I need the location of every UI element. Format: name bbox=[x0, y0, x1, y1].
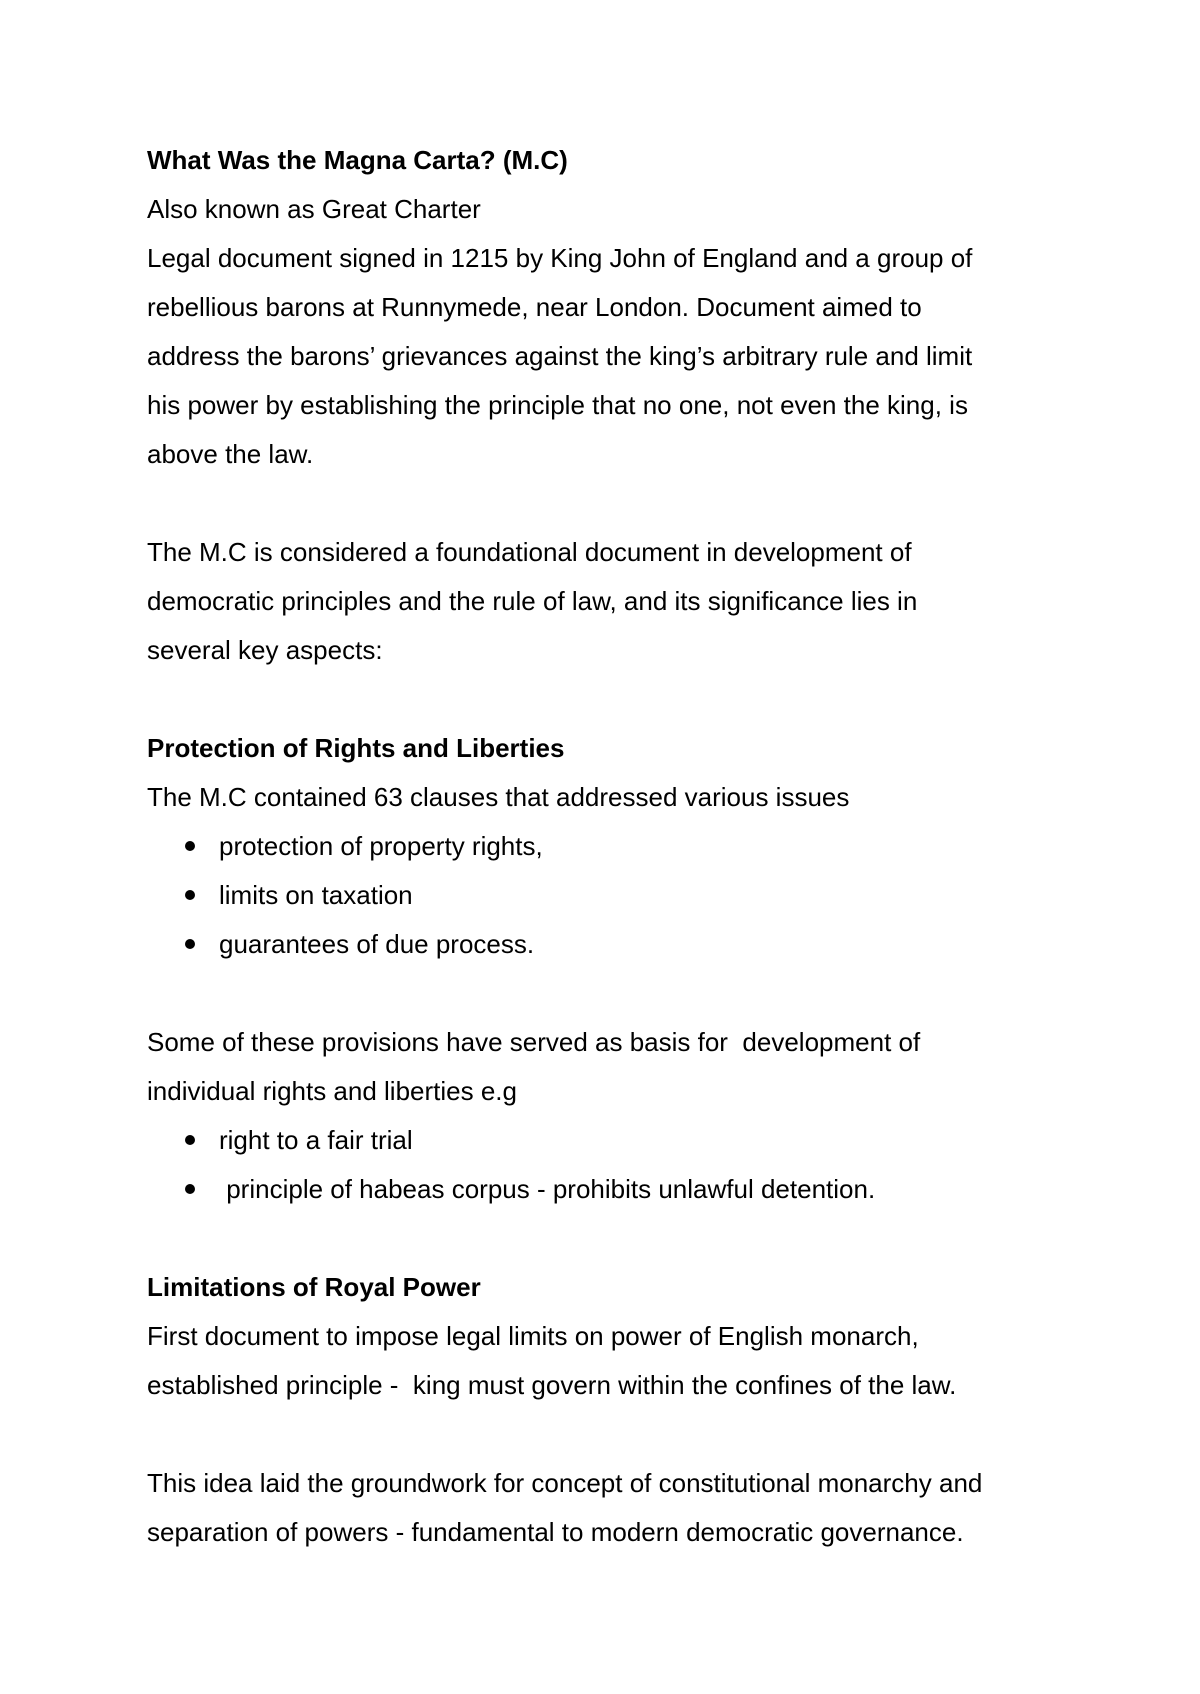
significance-line-3: several key aspects: bbox=[147, 635, 383, 665]
list-item bbox=[147, 1116, 1107, 1165]
spacer bbox=[147, 969, 1107, 1018]
rights-lead: The M.C contained 63 clauses that addressed various issues bbox=[147, 782, 850, 812]
significance-line-2: democratic principles and the rule of law, and its significance lies in bbox=[147, 586, 918, 616]
intro-line-1: Legal document signed in 1215 by King John of England and a group of bbox=[147, 243, 973, 273]
bullet-icon bbox=[185, 890, 195, 900]
spacer bbox=[147, 1410, 1107, 1459]
list-item-text: protection of property rights, bbox=[219, 831, 543, 861]
liberties-bullet-list bbox=[147, 1116, 1107, 1214]
intro-line-4: his power by establishing the principle that no one, not even the king, is bbox=[147, 390, 968, 420]
aka-line: Also known as Great Charter bbox=[147, 194, 481, 224]
rights-bullet-list bbox=[147, 822, 1107, 969]
document-page bbox=[147, 136, 1107, 1557]
significance-line-1: The M.C is considered a foundational document in development of bbox=[147, 537, 912, 567]
spacer bbox=[147, 479, 1107, 528]
list-item bbox=[147, 1165, 1107, 1214]
bullet-icon bbox=[185, 1135, 195, 1145]
document-title: What Was the Magna Carta? (M.C) bbox=[147, 145, 568, 175]
provisions-line-2: individual rights and liberties e.g bbox=[147, 1076, 517, 1106]
spacer bbox=[147, 1214, 1107, 1263]
list-item-text: guarantees of due process. bbox=[219, 929, 535, 959]
list-item-text: limits on taxation bbox=[219, 880, 413, 910]
bullet-icon bbox=[185, 939, 195, 949]
bullet-icon bbox=[185, 1184, 195, 1194]
intro-line-3: address the barons’ grievances against the king’s arbitrary rule and limit bbox=[147, 341, 973, 371]
list-item-text: right to a fair trial bbox=[219, 1125, 413, 1155]
royal-line-1: First document to impose legal limits on power of English monarch, bbox=[147, 1321, 919, 1351]
list-item-text: principle of habeas corpus - prohibits unlawful detention. bbox=[219, 1174, 876, 1204]
list-item bbox=[147, 920, 1107, 969]
groundwork-line-2: separation of powers - fundamental to modern democratic governance. bbox=[147, 1517, 964, 1547]
bullet-icon bbox=[185, 841, 195, 851]
intro-line-2: rebellious barons at Runnymede, near London. Document aimed to bbox=[147, 292, 922, 322]
royal-heading: Limitations of Royal Power bbox=[147, 1272, 481, 1302]
royal-line-2: established principle - king must govern within the confines of the law. bbox=[147, 1370, 957, 1400]
provisions-line-1: Some of these provisions have served as basis for development of bbox=[147, 1027, 921, 1057]
intro-line-5: above the law. bbox=[147, 439, 314, 469]
groundwork-line-1: This idea laid the groundwork for concept of constitutional monarchy and bbox=[147, 1468, 983, 1498]
rights-heading: Protection of Rights and Liberties bbox=[147, 733, 565, 763]
list-item bbox=[147, 871, 1107, 920]
spacer bbox=[147, 675, 1107, 724]
list-item bbox=[147, 822, 1107, 871]
